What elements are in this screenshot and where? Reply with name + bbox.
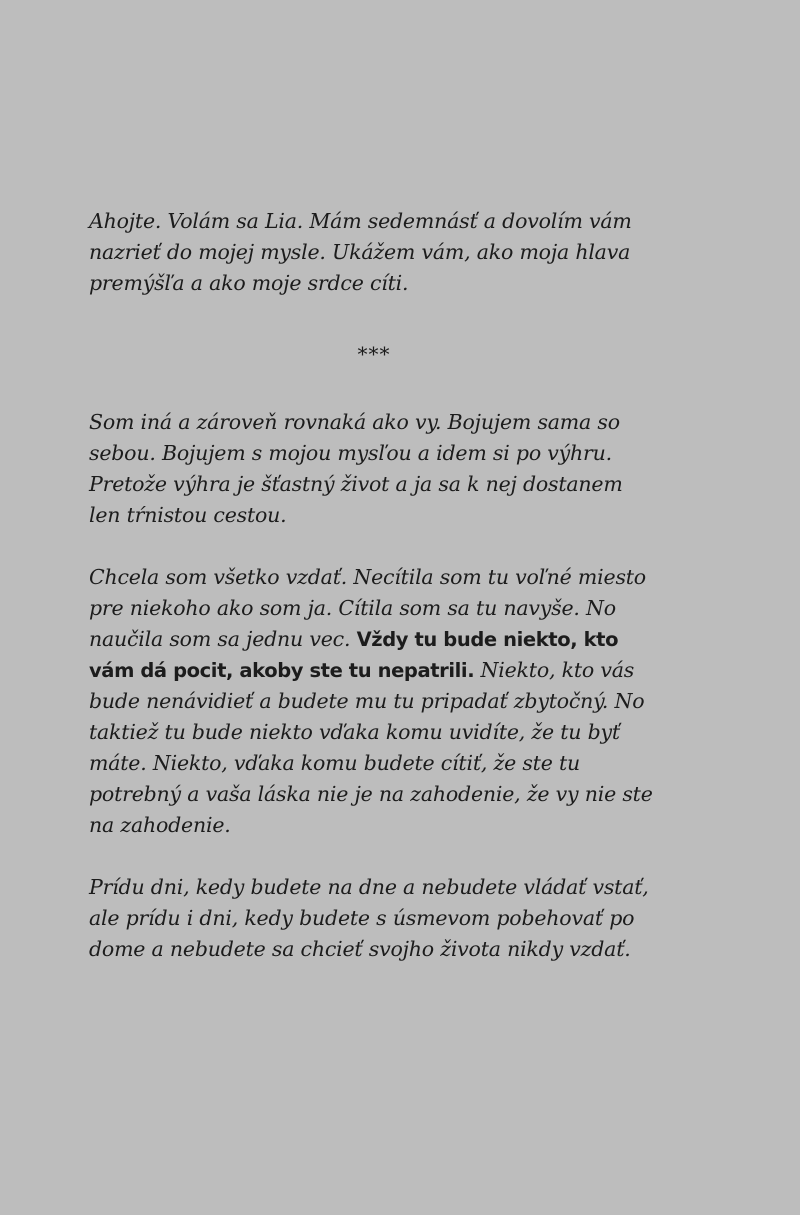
paragraph-two: Som iná a zároveň rovnaká ako vy. Bojujem sama so sebou. Bojujem s mojou mysľou a idem si po výhru. Pretože výhra je šťastný život a ja sa k nej dostanem len tŕnistou cestou. xyxy=(89,410,623,527)
section-separator: *** xyxy=(357,342,391,366)
intro-paragraph: Ahojte. Volám sa Lia. Mám sedemnásť a dovolím vám nazrieť do mojej mysle. Ukážem vám, ako moja hlava premýšľa a ako moje srdce cíti. xyxy=(89,209,632,295)
paragraph-four: Prídu dni, kedy budete na dne a nebudete vládať vstať, ale prídu i dni, kedy budete s úsmevom pobehovať po dome a nebudete sa chcieť svojho života nikdy vzdať. xyxy=(89,875,649,961)
paragraph-three-start: Chcela som všetko vzdať. Necítila som tu voľné miesto pre niekoho ako som ja. Cítila som sa tu navyše. No naučila som sa jednu vec. xyxy=(89,565,646,651)
paragraph-three-bold: Vždy tu bude niekto, kto vám dá pocit, akoby ste tu nepatrili. xyxy=(89,628,619,682)
page-content xyxy=(89,206,659,965)
paragraph-three-end: Niekto, kto vás bude nenávidieť a budete mu tu pripadať zbytočný. No taktiež tu bude niekto vďaka komu uvidíte, že tu byť máte. Niekto, vďaka komu budete cítiť, že ste tu potrebný a vaša láska nie je na zahodenie, že vy nie ste na zahodenie. xyxy=(89,658,653,837)
paragraph-three xyxy=(89,562,659,841)
